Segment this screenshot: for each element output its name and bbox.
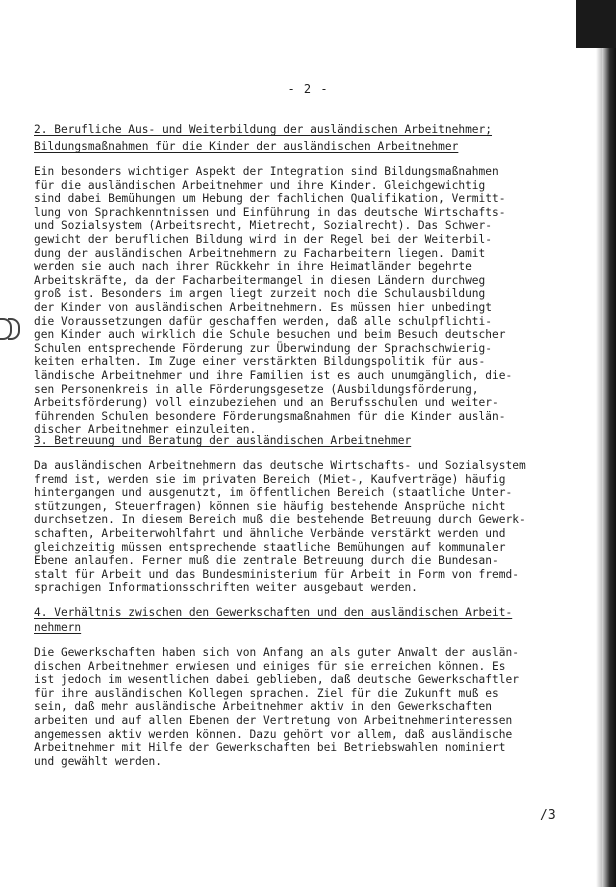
punch-hole bbox=[8, 318, 20, 340]
continuation-marker: /3 bbox=[540, 808, 556, 823]
page-number: - 2 - bbox=[287, 82, 329, 96]
section-3-heading: 3. Betreuung und Beratung der ausländischen Arbeitnehmer bbox=[34, 434, 412, 447]
scan-corner bbox=[576, 0, 616, 48]
section-2-body: Ein besonders wichtiger Aspekt der Integration sind Bildungsmaßnahmen für die ausländischen Arbeitnehmer und ihre Kinder. Gleichgewichtig sind dabei Bemühungen um Hebung der fachlichen Qualifikation, Vermitt- lung von Sprachkenntnissen und Einführung in das deutsche Wirtschafts- und Sozialsystem (Arbeitsrecht, Mietrecht, Sozialrecht). Das Schwer- gewicht der beruflichen Bildung wird in der Regel bei der Weiterbil- dung der ausländischen Arbeitnehmern zu Facharbeitern liegen. Damit werden sie auch nach ihrer Rückkehr in ihre Heimatländer begehrte Arbeitskräfte, da der Facharbeitermangel in diesen Ländern durchweg groß ist. Besonders im argen liegt zurzeit noch die Schulausbildung der Kinder von ausländischen Arbeitnehmern. Es müssen hier unbedingt die Voraussetzungen dafür geschaffen werden, daß alle schulpflichti- gen Kinder auch wirklich die Schule besuchen und beim Besuch deutscher Schulen entsprechende Förderung zur Überwindung der Sprachschwierig- keiten erhalten. Im Zuge einer verstärkten Bildungspolitik für aus- ländische Arbeitnehmer und ihre Familien ist es auch unumgänglich, die- sen Personenkreis in alle Förderungsgesetze (Ausbildungsförderung, Arbeitsförderung) voll einzubeziehen und an Berufsschulen und weiter- führenden Schulen besondere Förderungsmaßnahmen für die Kinder auslän- discher Arbeitnehmer einzuleiten. bbox=[34, 165, 513, 437]
section-4-heading-line-1: 4. Verhältnis zwischen den Gewerkschaften und den ausländischen Arbeit- bbox=[34, 606, 513, 619]
section-3-body: Da ausländischen Arbeitnehmern das deutsche Wirtschafts- und Sozialsystem fremd ist, werden sie im privaten Bereich (Miet-, Kaufverträge) häufig hintergangen und ausgenutzt, im öffentlichen Bereich (staatliche Unter- stützungen, Steuerfragen) können sie häufig bestehende Ansprüche nicht durchsetzen. In diesem Bereich muß die bestehende Betreuung durch Gewerk- schaften, Arbeiterwohlfahrt und ähnliche Verbände verstärkt werden und gleichzeitig müssen entsprechende staatliche Bemühungen auf kommunaler Ebene anlaufen. Ferner muß die zentrale Betreuung durch die Bundesan- stalt für Arbeit und das Bundesministerium für Arbeit in Form von fremd- sprachigen Informationsschriften weiter ausgebaut werden. bbox=[34, 459, 526, 595]
section-4-body: Die Gewerkschaften haben sich von Anfang an als guter Anwalt der auslän- dischen Arbeitnehmer erwiesen und einiges für sie erreichen können. Es ist jedoch im wesentlichen dabei geblieben, daß deutsche Gewerkschaftler für ihre ausländischen Kollegen sprachen. Ziel für die Zukunft muß es sein, daß mehr ausländische Arbeitnehmer aktiv in den Gewerkschaften arbeiten und auf allen Ebenen der Vertretung von Arbeitnehmerinteressen angemessen aktiv werden können. Dazu gehört vor allem, daß ausländische Arbeitnehmer mit Hilfe der Gewerkschaften bei Betriebswahlen nominiert und gewählt werden. bbox=[34, 646, 519, 768]
section-4-heading-line-2: nehmern bbox=[34, 621, 82, 634]
section-2-heading-line-2: Bildungsmaßnahmen für die Kinder der ausländischen Arbeitnehmer bbox=[34, 140, 459, 153]
section-2-heading-line-1: 2. Berufliche Aus- und Weiterbildung der ausländischen Arbeitnehmer; bbox=[34, 123, 493, 136]
scan-edge bbox=[602, 0, 616, 887]
